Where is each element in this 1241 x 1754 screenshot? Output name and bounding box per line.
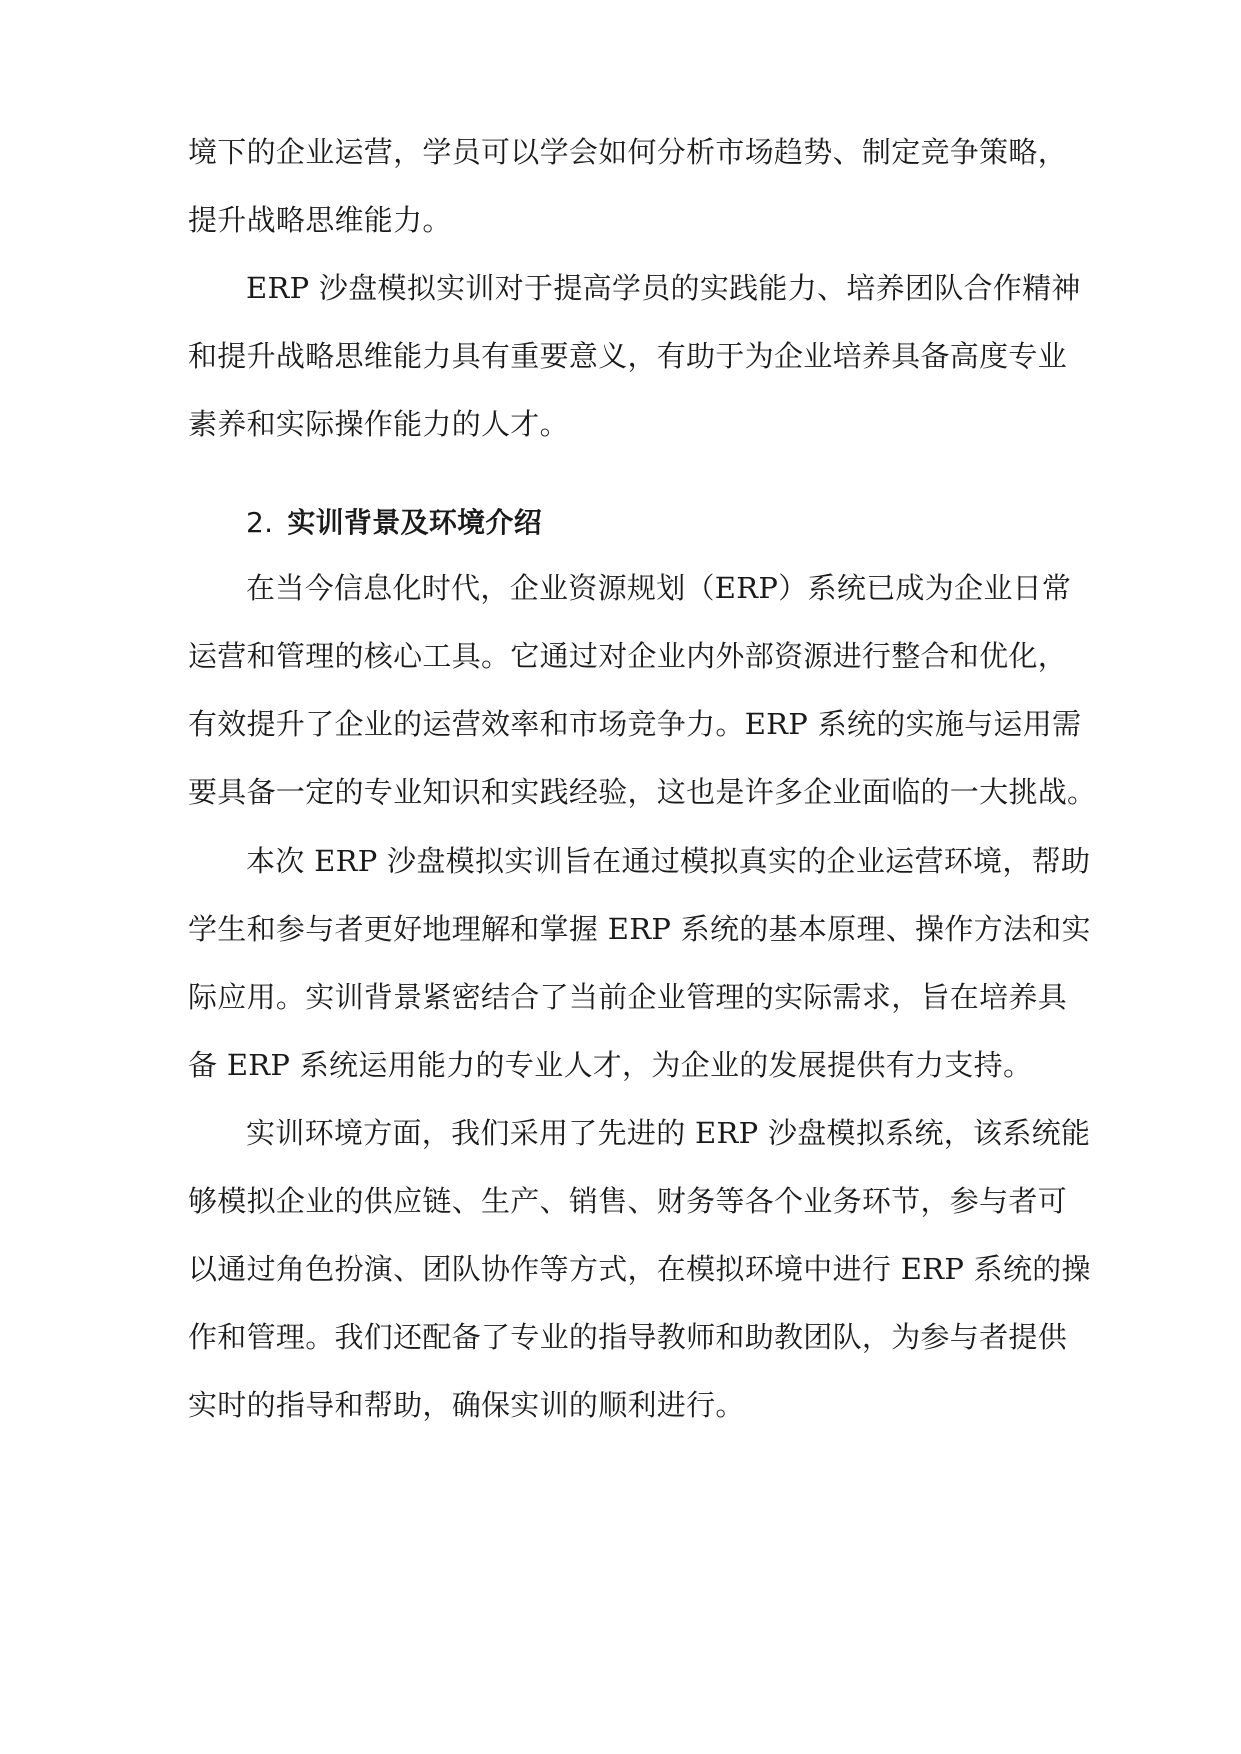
paragraph-4-line-2: 学生和参与者更好地理解和掌握 ERP 系统的基本原理、操作方法和实	[188, 912, 1091, 946]
paragraph-2-line-3: 素养和实际操作能力的人才。	[188, 407, 569, 441]
paragraph-3-line-1: 在当今信息化时代，企业资源规划（ERP）系统已成为企业日常	[246, 571, 1072, 605]
paragraph-1-line-1: 境下的企业运营，学员可以学会如何分析市场趋势、制定竞争策略，	[188, 135, 1068, 169]
paragraph-5-line-5: 实时的指导和帮助，确保实训的顺利进行。	[188, 1388, 745, 1422]
paragraph-2-line-2: 和提升战略思维能力具有重要意义，有助于为企业培养具备高度专业	[188, 339, 1068, 373]
paragraph-4-line-4: 备 ERP 系统运用能力的专业人才，为企业的发展提供有力支持。	[188, 1048, 1033, 1082]
paragraph-3-line-3: 有效提升了企业的运营效率和市场竞争力。ERP 系统的实施与运用需	[188, 707, 1082, 741]
paragraph-1-line-2: 提升战略思维能力。	[188, 203, 452, 237]
section-number: 2.	[246, 506, 274, 539]
paragraph-5-line-3: 以通过角色扮演、团队协作等方式，在模拟环境中进行 ERP 系统的操	[188, 1252, 1091, 1286]
paragraph-5-line-4: 作和管理。我们还配备了专业的指导教师和助教团队，为参与者提供	[188, 1320, 1068, 1354]
section-title: 实训背景及环境介绍	[287, 506, 543, 539]
paragraph-2-line-1: ERP 沙盘模拟实训对于提高学员的实践能力、培养团队合作精神	[246, 271, 1081, 305]
paragraph-4-line-3: 际应用。实训背景紧密结合了当前企业管理的实际需求，旨在培养具	[188, 980, 1068, 1014]
section-heading	[246, 503, 542, 543]
paragraph-5-line-1: 实训环境方面，我们采用了先进的 ERP 沙盘模拟系统，该系统能	[246, 1116, 1091, 1150]
paragraph-4-line-1: 本次 ERP 沙盘模拟实训旨在通过模拟真实的企业运营环境，帮助	[246, 844, 1091, 878]
paragraph-3-line-2: 运营和管理的核心工具。它通过对企业内外部资源进行整合和优化，	[188, 639, 1068, 673]
paragraph-3-line-4: 要具备一定的专业知识和实践经验，这也是许多企业面临的一大挑战。	[188, 775, 1097, 809]
paragraph-5-line-2: 够模拟企业的供应链、生产、销售、财务等各个业务环节，参与者可	[188, 1184, 1068, 1218]
